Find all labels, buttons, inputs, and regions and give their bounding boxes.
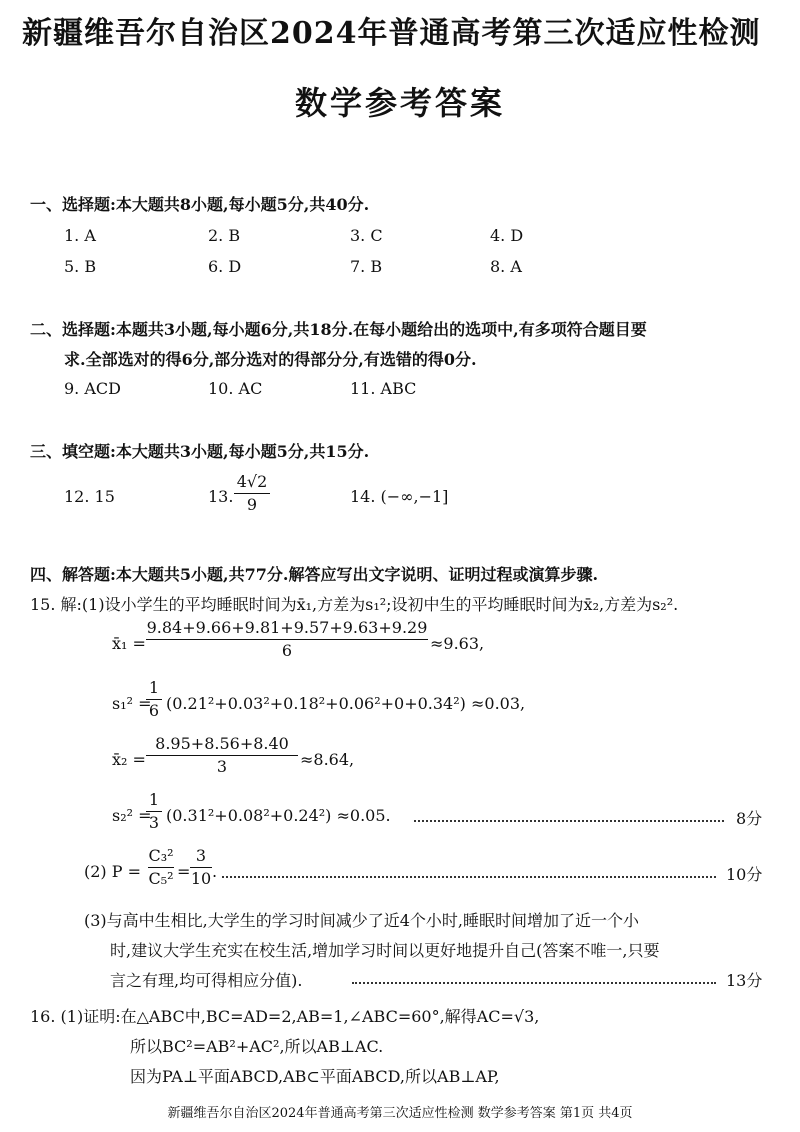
fraction-numerator: 1 (148, 790, 160, 809)
fraction-numerator: 4√2 (236, 472, 268, 491)
score-leader (352, 982, 716, 984)
fraction-bar (146, 699, 162, 700)
page-footer: 新疆维吾尔自治区2024年普通高考第三次适应性检测 数学参考答案 第1页 共4页 (167, 1106, 633, 1121)
q15-p2-label: (2) P = (84, 862, 142, 881)
q15-p2-period: . (212, 862, 218, 881)
score-leader (222, 876, 716, 878)
answer-12: 12. 15 (64, 487, 115, 506)
section-1-heading: 一、选择题:本大题共8小题,每小题5分,共40分. (30, 195, 370, 214)
fraction-numerator: 8.95+8.56+8.40 (155, 734, 289, 753)
fraction-denominator: 6 (148, 701, 160, 720)
q15-s2-rhs: (0.31²+0.08²+0.24²) ≈0.05. (166, 806, 391, 825)
answer-13-label: 13. (208, 487, 234, 506)
answer-2: 2. B (208, 226, 241, 245)
answer-13-fraction (234, 472, 270, 515)
q15-intro: 15. 解:(1)设小学生的平均睡眠时间为x̄₁,方差为s₁²;设初中生的平均睡眠时间为x̄₂,方差为s₂². (30, 595, 679, 614)
q15-x1-lhs: x̄₁ = (112, 634, 146, 653)
fraction-numerator: 9.84+9.66+9.81+9.57+9.63+9.29 (146, 618, 428, 637)
q16-line3: 因为PA⊥平面ABCD,AB⊂平面ABCD,所以AB⊥AP, (130, 1067, 500, 1086)
fraction-denominator: 10 (190, 869, 212, 888)
section-2-heading-cont: 求.全部选对的得6分,部分选对的得部分分,有选错的得0分. (64, 350, 477, 369)
answer-9: 9. ACD (64, 379, 121, 398)
document-subtitle: 数学参考答案 (294, 84, 505, 122)
fraction-bar (146, 811, 162, 812)
q15-p2-fraction (148, 846, 174, 889)
answer-8: 8. A (490, 257, 522, 276)
fraction-bar (146, 755, 298, 756)
q15-s1-lhs: s₁² = (112, 694, 152, 713)
fraction-denominator: 9 (246, 495, 258, 514)
q16-line2: 所以BC²=AB²+AC²,所以AB⊥AC. (130, 1037, 384, 1056)
q15-s1-rhs: (0.21²+0.03²+0.18²+0.06²+0+0.34²) ≈0.03, (166, 694, 526, 713)
answer-5: 5. B (64, 257, 97, 276)
fraction-denominator: 3 (216, 757, 228, 776)
fraction-denominator: 6 (281, 641, 293, 660)
fraction-denominator: 3 (148, 813, 160, 832)
q15-p2-equals: = (177, 862, 191, 881)
answer-14: 14. (−∞,−1] (350, 487, 449, 506)
answer-3: 3. C (350, 226, 383, 245)
q15-s2-lhs: s₂² = (112, 806, 152, 825)
q15-x2-fraction (146, 734, 298, 777)
answer-7: 7. B (350, 257, 383, 276)
answer-6: 6. D (208, 257, 242, 276)
answer-4: 4. D (490, 226, 524, 245)
q15-p3-line1: (3)与高中生相比,大学生的学习时间减少了近4个小时,睡眠时间增加了近一个小 (84, 911, 640, 930)
q15-p3-line3: 言之有理,均可得相应分值). (110, 971, 303, 990)
q15-x1-result: ≈9.63, (430, 634, 485, 653)
section-2-heading: 二、选择题:本题共3小题,每小题6分,共18分.在每小题给出的选项中,有多项符合题目要 (30, 320, 647, 339)
q16-line1: 16. (1)证明:在△ABC中,BC=AD=2,AB=1,∠ABC=60°,解得AC=√3, (30, 1007, 540, 1026)
fraction-denominator: C₅² (148, 869, 174, 888)
fraction-numerator: 3 (195, 846, 207, 865)
answer-11: 11. ABC (350, 379, 417, 398)
fraction-bar (148, 867, 174, 868)
document-title: 新疆维吾尔自治区2024年普通高考第三次适应性检测 (22, 16, 761, 51)
section-3-heading: 三、填空题:本大题共3小题,每小题5分,共15分. (30, 442, 370, 461)
section-4-heading: 四、解答题:本大题共5小题,共77分.解答应写出文字说明、证明过程或演算步骤. (30, 565, 599, 584)
fraction-numerator: C₃² (148, 846, 174, 865)
q15-score-1: 8分 (736, 809, 763, 828)
q15-x1-fraction (146, 618, 428, 661)
fraction-numerator: 1 (148, 678, 160, 697)
fraction-bar (146, 639, 428, 640)
q15-p2-result-fraction (190, 846, 212, 889)
q15-score-3: 13分 (726, 971, 763, 990)
q15-s1-fraction (146, 678, 162, 721)
q15-score-2: 10分 (726, 865, 763, 884)
fraction-bar (234, 493, 270, 494)
fraction-bar (190, 867, 212, 868)
score-leader (414, 820, 724, 822)
q15-x2-result: ≈8.64, (300, 750, 355, 769)
q15-x2-lhs: x̄₂ = (112, 750, 146, 769)
answer-1: 1. A (64, 226, 96, 245)
q15-s2-fraction (146, 790, 162, 833)
answer-10: 10. AC (208, 379, 263, 398)
q15-p3-line2: 时,建议大学生充实在校生活,增加学习时间以更好地提升自己(答案不唯一,只要 (110, 941, 660, 960)
